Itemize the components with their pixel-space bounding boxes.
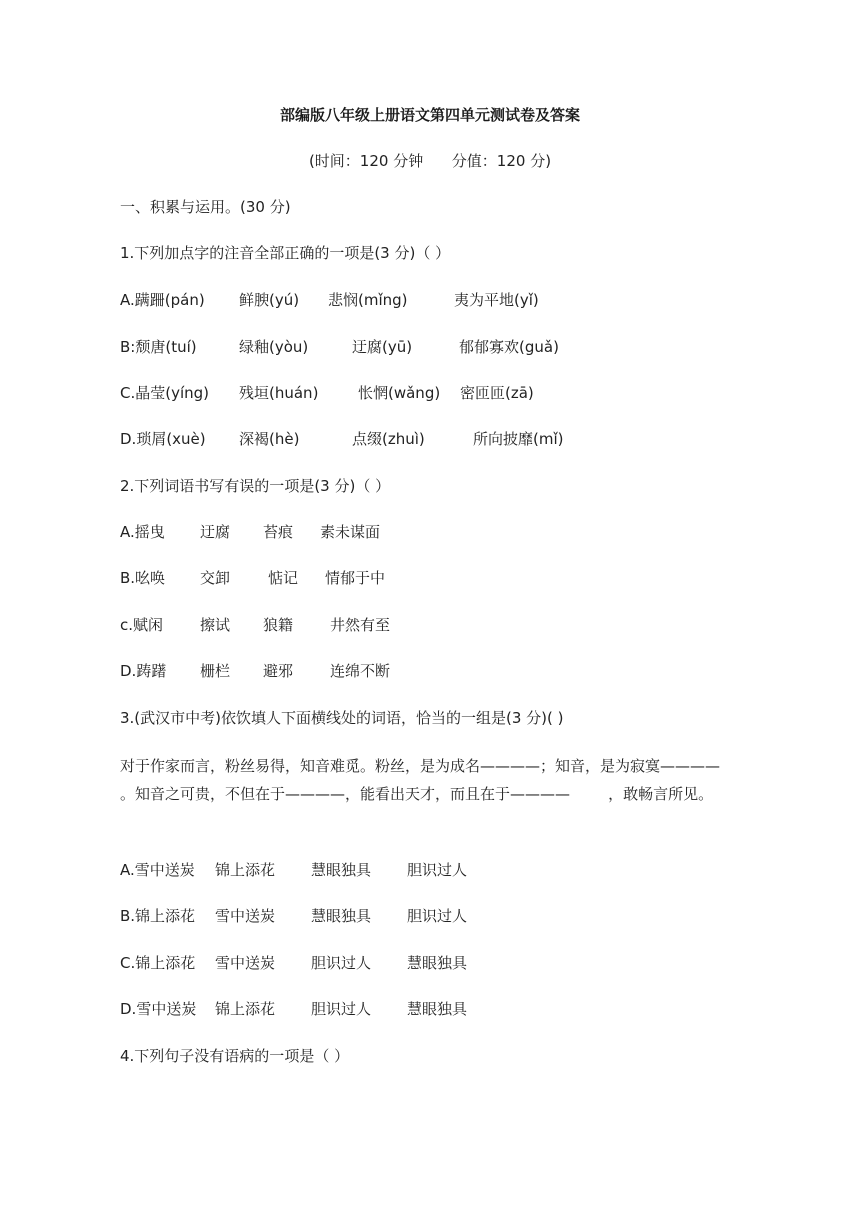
option-item: 绿釉(yòu) <box>239 338 309 356</box>
option-item: B.吆唤 <box>120 569 166 587</box>
option-item: 情郁于中 <box>325 569 386 587</box>
exam-info: (时间：120 分钟 分值：120 分) <box>308 152 552 170</box>
option-item: 怅惘(wǎng) <box>358 384 441 402</box>
question-3-passage: 对于作家而言，粉丝易得，知音难觅。粉丝，是为成名————；知音，是为寂寞———— 。知音之可贵，不但在于————，能看出天才，而且在于———— ，敢畅言所见。 <box>120 757 730 803</box>
option-item: C.晶莹(yíng) <box>120 384 210 402</box>
option-item: A.摇曳 <box>120 523 165 541</box>
option-item: 密匝匝(zā) <box>460 384 534 402</box>
option-item: 慧眼独具 <box>311 861 372 879</box>
option-item: A.蹒跚(pán) <box>120 291 205 309</box>
option-item: D.琐屑(xuè) <box>120 430 206 448</box>
option-item: 惦记 <box>268 569 299 587</box>
option-item: c.赋闲 <box>120 616 164 634</box>
option-item: 苔痕 <box>263 523 294 541</box>
option-item: 雪中送炭 <box>215 907 276 925</box>
option-item: 雪中送炭 <box>215 954 276 972</box>
option-item: 狼籍 <box>263 616 294 634</box>
question-3-stem: 3.(武汉市中考)依饮填人下面横线处的词语，恰当的一组是(3 分)( ) <box>120 709 564 727</box>
document-title: 部编版八年级上册语文第四单元测试卷及答案 <box>279 106 580 124</box>
option-item: 慧眼独具 <box>407 954 468 972</box>
option-item: 连绵不断 <box>330 662 391 680</box>
option-item: 迂腐(yū) <box>352 338 413 356</box>
option-item: 胆识过人 <box>311 954 372 972</box>
option-item: D.雪中送炭 <box>120 1000 197 1018</box>
question-1-stem: 1.下列加点字的注音全部正确的一项是(3 分)（ ） <box>120 244 451 262</box>
option-item: 擦试 <box>200 616 231 634</box>
option-item: 夷为平地(yǐ) <box>454 291 539 309</box>
option-item: 点缀(zhuì) <box>352 430 425 448</box>
option-item: D.踌躇 <box>120 662 167 680</box>
section-heading: 一、积累与运用。(30 分) <box>120 198 291 216</box>
question-4-stem: 4.下列句子没有语病的一项是（ ） <box>120 1047 350 1065</box>
option-item: 慧眼独具 <box>407 1000 468 1018</box>
option-item: 郁郁寡欢(guǎ) <box>459 338 559 356</box>
option-item: 素未谋面 <box>320 523 381 541</box>
option-item: 胆识过人 <box>407 861 468 879</box>
option-item: C.锦上添花 <box>120 954 196 972</box>
option-item: 井然有至 <box>330 616 391 634</box>
option-item: 鲜腴(yú) <box>239 291 300 309</box>
option-item: 慧眼独具 <box>311 907 372 925</box>
option-item: 所向披靡(mǐ) <box>473 430 564 448</box>
option-item: 锦上添花 <box>215 1000 276 1018</box>
option-item: 避邪 <box>263 662 294 680</box>
option-item: 深褐(hè) <box>239 430 300 448</box>
option-item: 迂腐 <box>200 523 231 541</box>
option-item: 锦上添花 <box>215 861 276 879</box>
option-item: 栅栏 <box>200 662 231 680</box>
option-item: 残垣(huán) <box>239 384 319 402</box>
question-2-stem: 2.下列词语书写有误的一项是(3 分)（ ） <box>120 477 391 495</box>
option-item: 胆识过人 <box>311 1000 372 1018</box>
option-item: B:颓唐(tuí) <box>120 338 197 356</box>
option-item: 悲悯(mǐng) <box>328 291 408 309</box>
option-item: B.锦上添花 <box>120 907 196 925</box>
option-item: 胆识过人 <box>407 907 468 925</box>
option-item: 交卸 <box>200 569 231 587</box>
option-item: A.雪中送炭 <box>120 861 195 879</box>
